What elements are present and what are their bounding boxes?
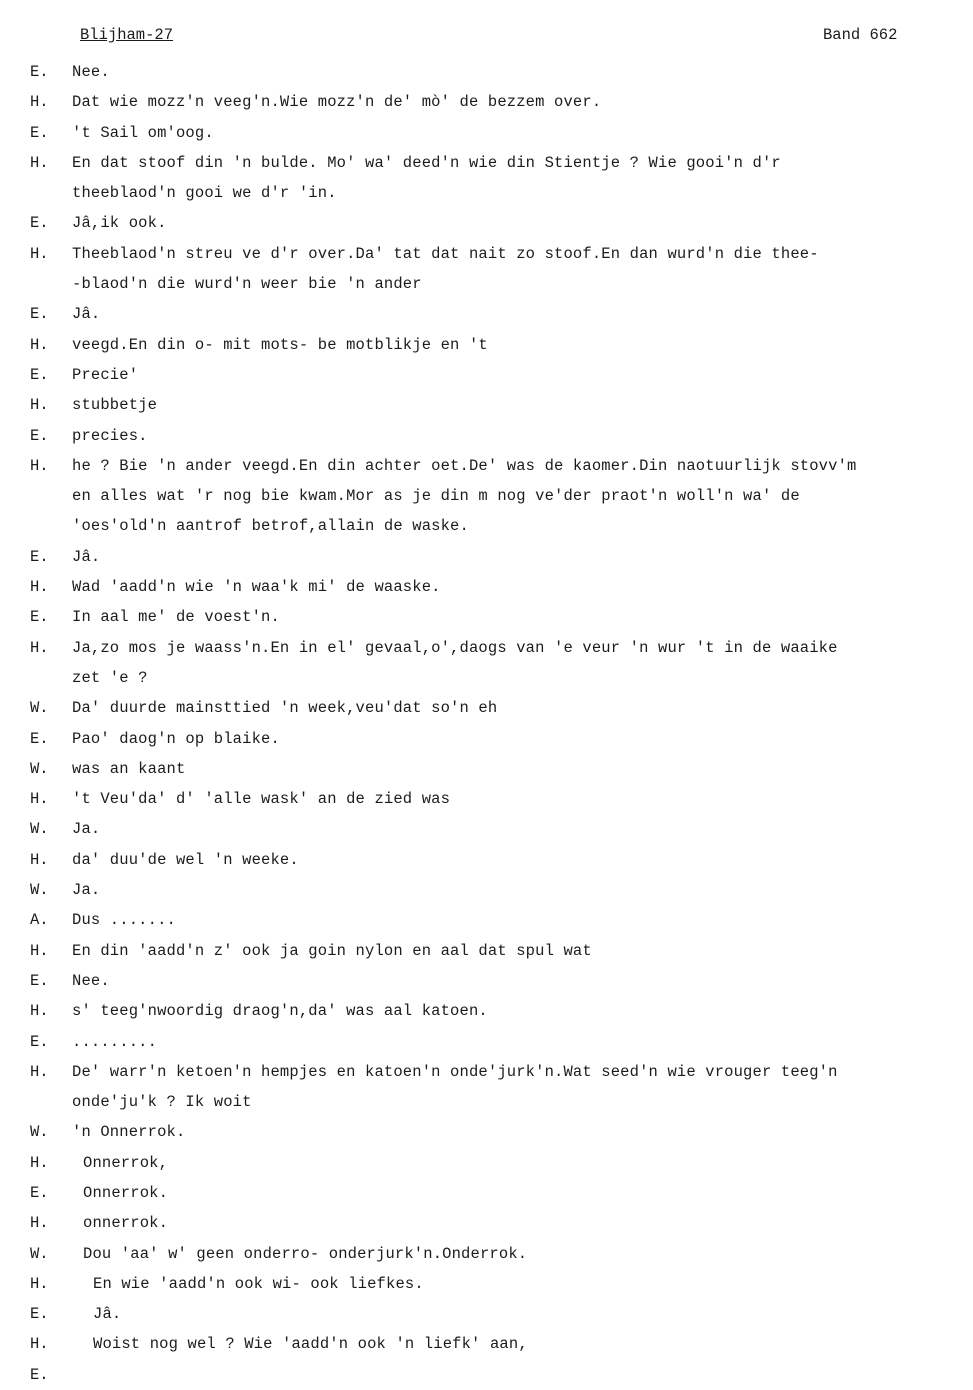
speaker-label: H.: [30, 1002, 49, 1021]
transcript-line: [0, 208, 973, 238]
transcript-line: [0, 1269, 973, 1299]
speaker-label: E.: [30, 547, 49, 566]
speaker-label: E.: [30, 365, 49, 384]
speaker-label: H.: [30, 790, 49, 809]
utterance-text: Theeblaod'n streu ve d'r over.Da' tat dat nait zo stoof.En dan wurd'n die thee-: [72, 244, 819, 263]
speaker-label: H.: [30, 335, 49, 354]
speaker-label: W.: [30, 759, 49, 778]
speaker-label: E.: [30, 214, 49, 233]
transcript-line: [0, 390, 973, 420]
transcript-lines: [0, 57, 973, 1390]
utterance-text: da' duu'de wel 'n weeke.: [72, 850, 299, 869]
speaker-label: W.: [30, 820, 49, 839]
utterance-text: Pao' daog'n op blaike.: [72, 729, 280, 748]
transcript-line: [0, 784, 973, 814]
transcript-line: [0, 754, 973, 784]
utterance-text: he ? Bie 'n ander veegd.En din achter oet.De' was de kaomer.Din naotuurlijk stovv'm: [72, 456, 857, 475]
utterance-text: precies.: [72, 426, 148, 445]
utterance-text: Onnerrok.: [83, 1183, 169, 1202]
speaker-label: E.: [30, 1365, 49, 1384]
transcript-line: [0, 1027, 973, 1057]
transcript-line: [0, 269, 973, 299]
utterance-text: Wad 'aadd'n wie 'n waa'k mi' de waaske.: [72, 578, 441, 597]
speaker-label: H.: [30, 1062, 49, 1081]
utterance-text: onde'ju'k ? Ik woit: [72, 1093, 252, 1112]
transcript-line: [0, 57, 973, 87]
utterance-text: s' teeg'nwoordig draog'n,da' was aal katoen.: [72, 1002, 488, 1021]
transcript-line: [0, 178, 973, 208]
speaker-label: W.: [30, 1123, 49, 1142]
transcript-line: [0, 1208, 973, 1238]
speaker-label: E.: [30, 971, 49, 990]
transcript-line: [0, 1148, 973, 1178]
transcript-line: [0, 633, 973, 663]
transcript-line: [0, 1117, 973, 1147]
utterance-text: De' warr'n ketoen'n hempjes en katoen'n onde'jurk'n.Wat seed'n wie vrouger teeg'n: [72, 1062, 838, 1081]
utterance-text: zet 'e ?: [72, 668, 148, 687]
utterance-text: -blaod'n die wurd'n weer bie 'n ander: [72, 275, 422, 294]
transcript-line: [0, 330, 973, 360]
speaker-label: E.: [30, 1032, 49, 1051]
transcript-line: [0, 451, 973, 481]
utterance-text: 'oes'old'n aantrof betrof,allain de waske.: [72, 517, 469, 536]
transcript-line: [0, 421, 973, 451]
speaker-label: H.: [30, 244, 49, 263]
utterance-text: .........: [72, 1032, 158, 1051]
utterance-text: theeblaod'n gooi we d'r 'in.: [72, 184, 337, 203]
transcript-line: [0, 1360, 973, 1390]
transcript-line: [0, 602, 973, 632]
utterance-text: Nee.: [72, 971, 110, 990]
utterance-text: En dat stoof din 'n bulde. Mo' wa' deed'n wie din Stientje ? Wie gooi'n d'r: [72, 153, 781, 172]
speaker-label: E.: [30, 1305, 49, 1324]
utterance-text: Ja,zo mos je waass'n.En in el' gevaal,o',daogs van 'e veur 'n wur 't in de waaike: [72, 638, 838, 657]
speaker-label: H.: [30, 578, 49, 597]
speaker-label: A.: [30, 911, 49, 930]
speaker-label: E.: [30, 729, 49, 748]
speaker-label: E.: [30, 426, 49, 445]
utterance-text: In aal me' de voest'n.: [72, 608, 280, 627]
transcript-line: [0, 814, 973, 844]
speaker-label: E.: [30, 608, 49, 627]
transcript-line: [0, 572, 973, 602]
utterance-text: onnerrok.: [83, 1214, 169, 1233]
transcript-line: [0, 1087, 973, 1117]
transcript-line: [0, 481, 973, 511]
utterance-text: Jâ.: [72, 305, 101, 324]
utterance-text: Woist nog wel ? Wie 'aadd'n ook 'n liefk' aan,: [93, 1335, 528, 1354]
transcript-line: [0, 1057, 973, 1087]
speaker-label: H.: [30, 93, 49, 112]
transcript-line: [0, 118, 973, 148]
utterance-text: stubbetje: [72, 396, 158, 415]
speaker-label: H.: [30, 1274, 49, 1293]
speaker-label: H.: [30, 941, 49, 960]
transcript-line: [0, 724, 973, 754]
transcript-line: [0, 148, 973, 178]
utterance-text: en alles wat 'r nog bie kwam.Mor as je din m nog ve'der praot'n woll'n wa' de: [72, 487, 800, 506]
speaker-label: E.: [30, 305, 49, 324]
speaker-label: W.: [30, 881, 49, 900]
transcript-line: [0, 1239, 973, 1269]
speaker-label: W.: [30, 1244, 49, 1263]
utterance-text: En wie 'aadd'n ook wi- ook liefkes.: [93, 1274, 424, 1293]
transcript-line: [0, 966, 973, 996]
utterance-text: Nee.: [72, 63, 110, 81]
utterance-text: Precie': [72, 365, 139, 384]
utterance-text: Dus .......: [72, 911, 176, 930]
utterance-text: veegd.En din o- mit mots- be motblikje en 't: [72, 335, 488, 354]
transcript-line: [0, 239, 973, 269]
transcript-line: [0, 511, 973, 541]
speaker-label: H.: [30, 456, 49, 475]
transcript-line: [0, 542, 973, 572]
speaker-label: H.: [30, 638, 49, 657]
speaker-label: W.: [30, 699, 49, 718]
transcript-line: [0, 936, 973, 966]
utterance-text: 'n Onnerrok.: [72, 1123, 186, 1142]
speaker-label: H.: [30, 153, 49, 172]
utterance-text: Da' duurde mainsttied 'n week,veu'dat so'n eh: [72, 699, 498, 718]
utterance-text: 't Veu'da' d' 'alle wask' an de zied was: [72, 790, 451, 809]
transcript-line: [0, 845, 973, 875]
transcript-line: [0, 360, 973, 390]
speaker-label: H.: [30, 396, 49, 415]
speaker-label: E.: [30, 1183, 49, 1202]
utterance-text: Jâ,ik ook.: [72, 214, 167, 233]
speaker-label: H.: [30, 1153, 49, 1172]
utterance-text: was an kaant: [72, 759, 186, 778]
transcript-line: [0, 693, 973, 723]
transcript-line: [0, 875, 973, 905]
transcript-line: [0, 1299, 973, 1329]
transcript-line: [0, 1178, 973, 1208]
utterance-text: Onnerrok,: [83, 1153, 169, 1172]
transcript-line: [0, 905, 973, 935]
utterance-text: Jâ.: [72, 547, 101, 566]
speaker-label: E.: [30, 63, 49, 81]
utterance-text: Ja.: [72, 820, 101, 839]
speaker-label: H.: [30, 1335, 49, 1354]
transcript-line: [0, 1329, 973, 1359]
band-number: Band 662: [823, 26, 898, 44]
utterance-text: Jâ.: [93, 1305, 122, 1324]
transcript-line: [0, 996, 973, 1026]
utterance-text: Ja.: [72, 881, 101, 900]
speaker-label: H.: [30, 850, 49, 869]
utterance-text: Dat wie mozz'n veeg'n.Wie mozz'n de' mò' de bezzem over.: [72, 93, 602, 112]
utterance-text: Dou 'aa' w' geen onderro- onderjurk'n.Onderrok.: [83, 1244, 528, 1263]
speaker-label: H.: [30, 1214, 49, 1233]
speaker-label: E.: [30, 123, 49, 142]
document-title: Blijham-27: [80, 26, 174, 44]
utterance-text: En din 'aadd'n z' ook ja goin nylon en aal dat spul wat: [72, 941, 592, 960]
transcript-line: [0, 299, 973, 329]
transcript-line: [0, 663, 973, 693]
utterance-text: 't Sail om'oog.: [72, 123, 214, 142]
transcript-line: [0, 87, 973, 117]
